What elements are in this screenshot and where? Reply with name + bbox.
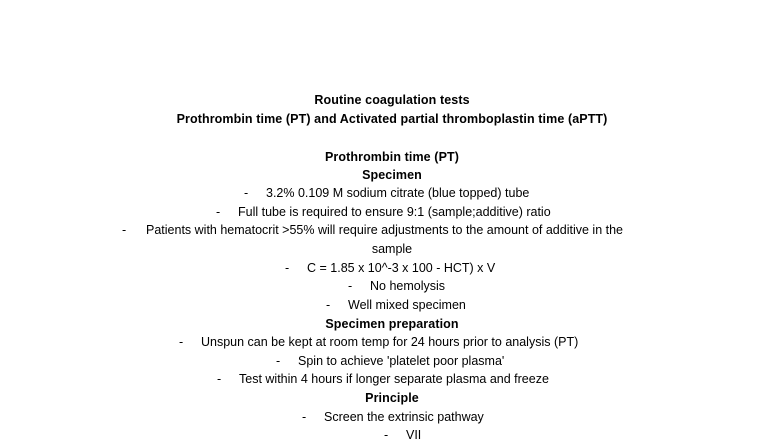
list-item-text: 3.2% 0.109 M sodium citrate (blue topped) tube [266, 186, 530, 200]
bullet-dash: - [217, 372, 222, 386]
list-item-text: C = 1.85 x 10^-3 x 100 - HCT) x V [307, 261, 496, 275]
list-item [122, 221, 623, 239]
list-item [302, 408, 484, 426]
list-item-continuation: sample [371, 242, 413, 256]
list-item-text: Patients with hematocrit >55% will require adjustments to the amount of additive in the [146, 223, 623, 237]
list-item [326, 296, 466, 314]
list-item [244, 184, 529, 202]
list-item [285, 259, 495, 277]
list-item-text: No hemolysis [370, 279, 446, 293]
document-title: Routine coagulation tests [314, 93, 470, 107]
list-item-text: Screen the extrinsic pathway [324, 410, 484, 424]
bullet-dash: - [244, 186, 249, 200]
bullet-dash: - [285, 261, 290, 275]
specimen-preparation-heading: Specimen preparation [325, 317, 459, 331]
list-item-text: Full tube is required to ensure 9:1 (sample;additive) ratio [238, 205, 551, 219]
list-item [179, 333, 578, 351]
list-item [216, 203, 551, 221]
list-item [276, 352, 504, 370]
bullet-dash: - [122, 223, 127, 237]
specimen-heading: Specimen [362, 168, 422, 182]
section-heading-pt: Prothrombin time (PT) [324, 150, 460, 164]
list-item-text: VII [406, 428, 422, 442]
list-item [348, 277, 445, 295]
bullet-dash: - [276, 354, 281, 368]
list-item-text: Well mixed specimen [348, 298, 466, 312]
bullet-dash: - [326, 298, 331, 312]
list-item [384, 426, 421, 444]
list-item-text: Unspun can be kept at room temp for 24 hours prior to analysis (PT) [201, 335, 579, 349]
document-subtitle: Prothrombin time (PT) and Activated partial thromboplastin time (aPTT) [176, 112, 608, 126]
bullet-dash: - [302, 410, 307, 424]
principle-heading: Principle [365, 391, 419, 405]
list-item-text: Spin to achieve 'platelet poor plasma' [298, 354, 505, 368]
bullet-dash: - [179, 335, 184, 349]
list-item [217, 370, 549, 388]
bullet-dash: - [348, 279, 353, 293]
bullet-dash: - [216, 205, 221, 219]
list-item-text: Test within 4 hours if longer separate plasma and freeze [239, 372, 549, 386]
bullet-dash: - [384, 428, 389, 442]
